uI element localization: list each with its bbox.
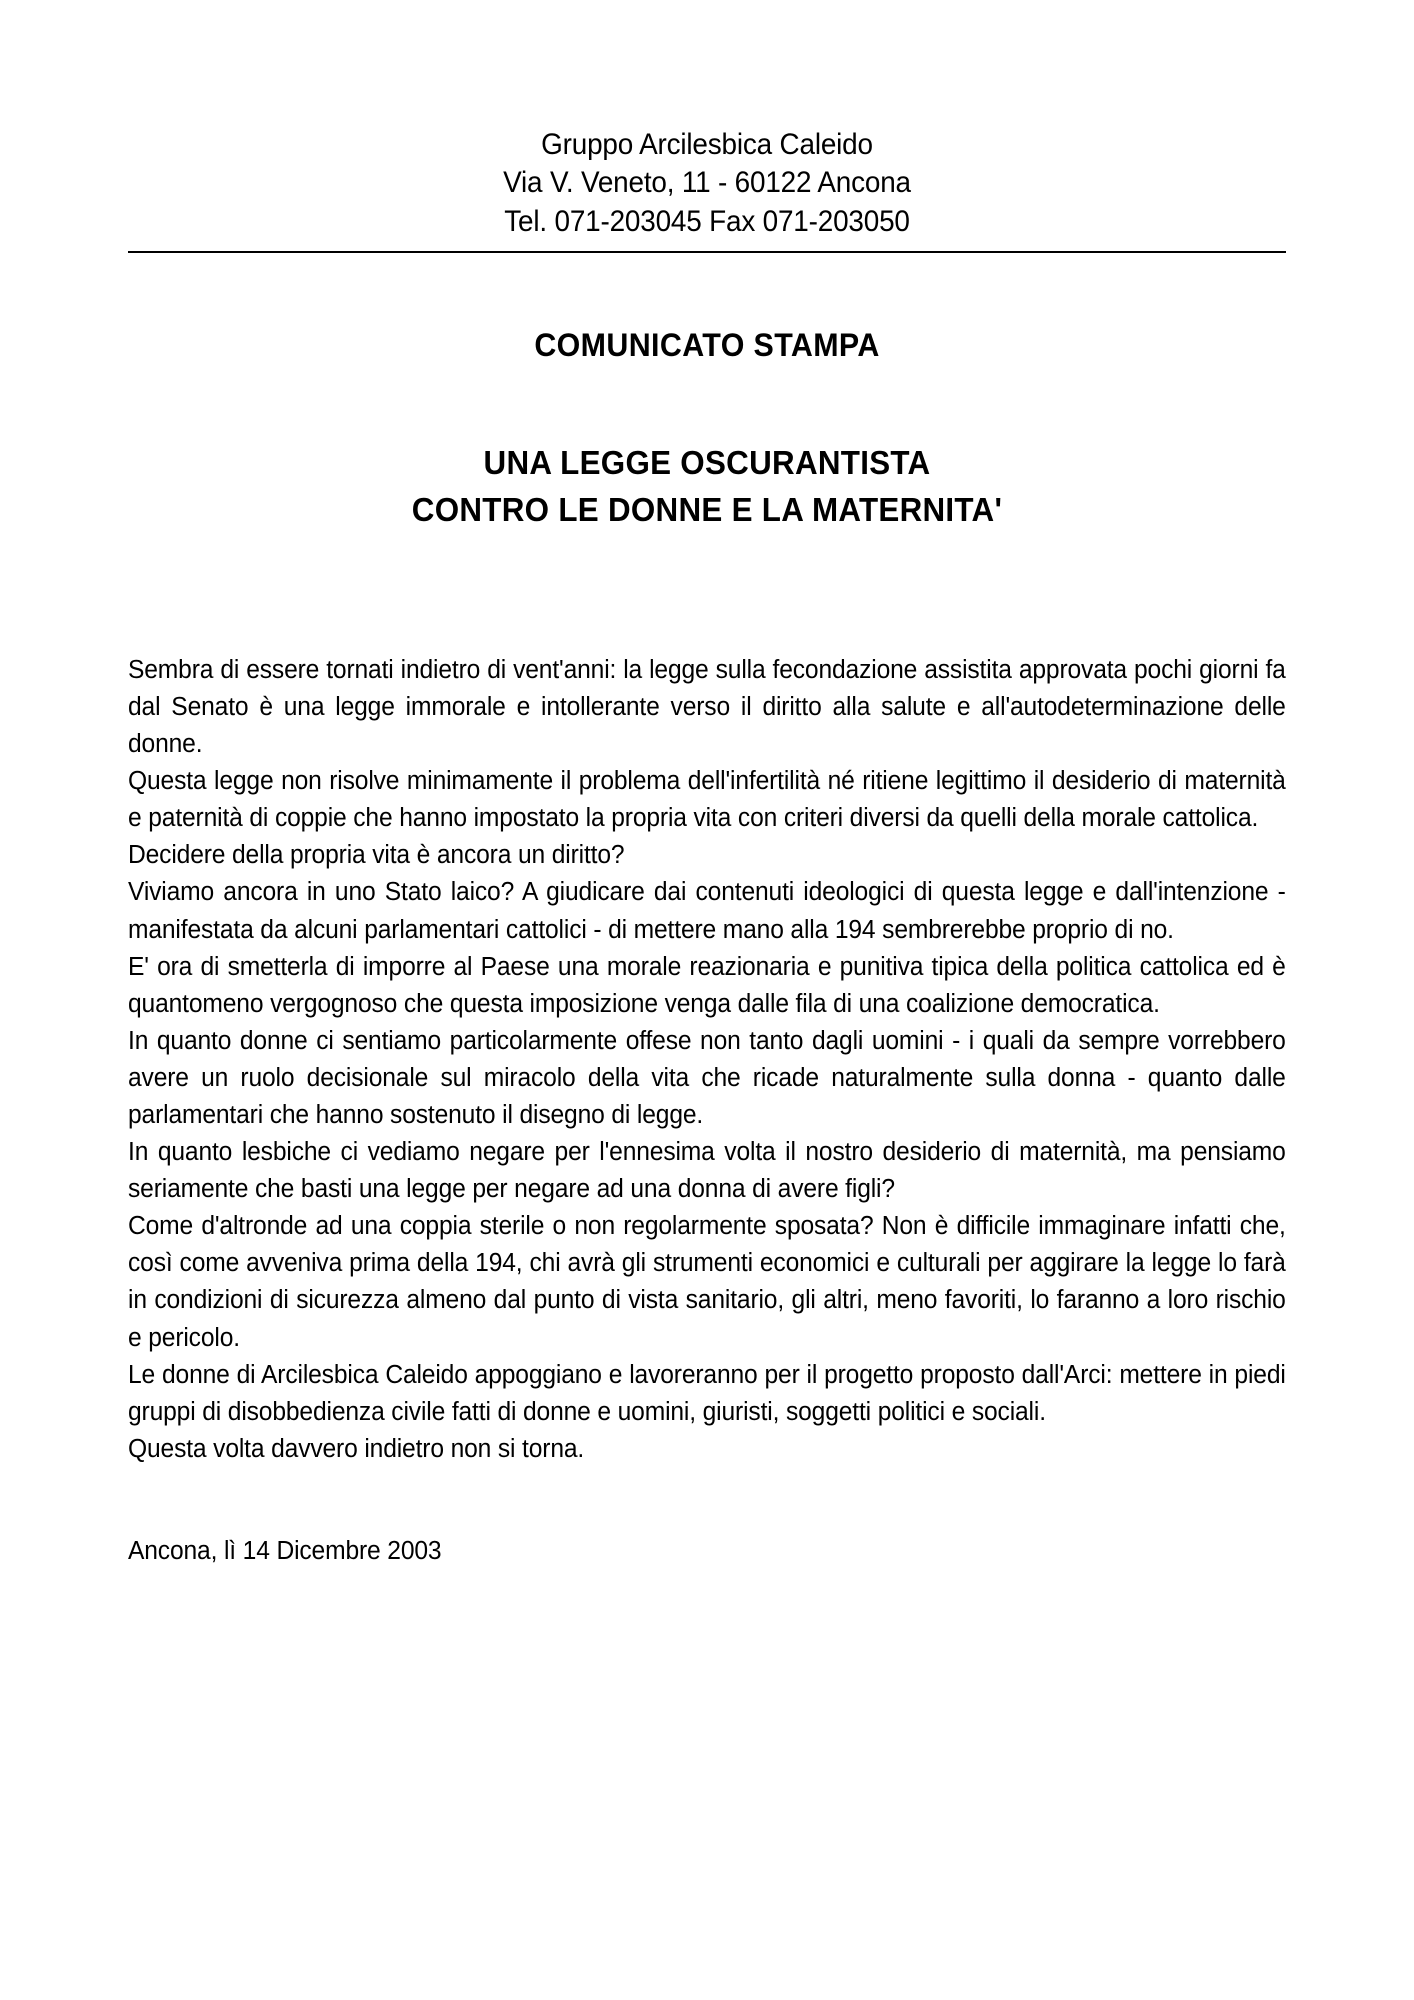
body-paragraph: In quanto lesbiche ci vediamo negare per l'ennesima volta il nostro desiderio di maternità, ma pensiamo seriamente che basti una legge per negare ad una donna di avere figli? [128,1138,1286,1204]
letterhead-contact: Tel. 071-203045 Fax 071-203050 [504,204,910,238]
subtitle-line-2: CONTRO LE DONNE E LA MATERNITA' [411,491,1003,529]
body-paragraph: Questa volta davvero indietro non si torna. [128,1434,585,1463]
body-paragraph: Le donne di Arcilesbica Caleido appoggiano e lavoreranno per il progetto proposto dall'Arci: mettere in piedi gruppi di disobbedienza civile fatti di donne e uomini, giuristi, soggetti politici e sociali. [128,1360,1286,1426]
subtitle-line-1: UNA LEGGE OSCURANTISTA [483,444,931,482]
body-paragraph: In quanto donne ci sentiamo particolarmente offese non tanto dagli uomini - i quali da sempre vorrebbero avere un ruolo decisionale sul miracolo della vita che ricade naturalmente sulla donna - quanto dalle parlamentari che hanno sostenuto il disegno di legge. [128,1026,1286,1130]
body-paragraph: Sembra di essere tornati indietro di vent'anni: la legge sulla fecondazione assistita approvata pochi giorni fa dal Senato è una legge immorale e intollerante verso il diritto alla salute e all'autodeterminazione delle donne. [128,655,1286,759]
body-paragraph: Viviamo ancora in uno Stato laico? A giudicare dai contenuti ideologici di questa legge e dall'intenzione - manifestata da alcuni parlamentari cattolici - di mettere mano alla 194 sembrerebbe proprio di no. [128,878,1286,944]
letterhead-organization: Gruppo Arcilesbica Caleido [541,128,873,161]
page-title: COMUNICATO STAMPA [534,327,880,364]
body-paragraph: Come d'altronde ad una coppia sterile o non regolarmente sposata? Non è difficile immaginare infatti che, così come avveniva prima della 194, chi avrà gli strumenti economici e culturali per aggirare la legge lo farà in condizioni di sicurezza almeno dal punto di vista sanitario, gli altri, meno favoriti, lo faranno a loro rischio e pericolo. [128,1212,1286,1352]
header-divider [128,251,1286,253]
letterhead-address: Via V. Veneto, 11 - 60122 Ancona [503,166,911,200]
document-content [128,0,1286,1570]
body-paragraph: Questa legge non risolve minimamente il problema dell'infertilità né ritiene legittimo il desiderio di maternità e paternità di coppie che hanno impostato la propria vita con criteri diversi da quelli della morale cattolica. [128,767,1286,833]
letterhead [169,126,1246,241]
document-subtitle [157,440,1257,534]
body-text [128,652,1286,1468]
date-line: Ancona, lì 14 Dicembre 2003 [128,1536,442,1565]
body-paragraph: Decidere della propria vita è ancora un diritto? [128,841,625,870]
body-paragraph: E' ora di smetterla di imporre al Paese una morale reazionaria e punitiva tipica della politica cattolica ed è quantomeno vergognoso che questa imposizione venga dalle fila di una coalizione democratica. [128,952,1286,1018]
